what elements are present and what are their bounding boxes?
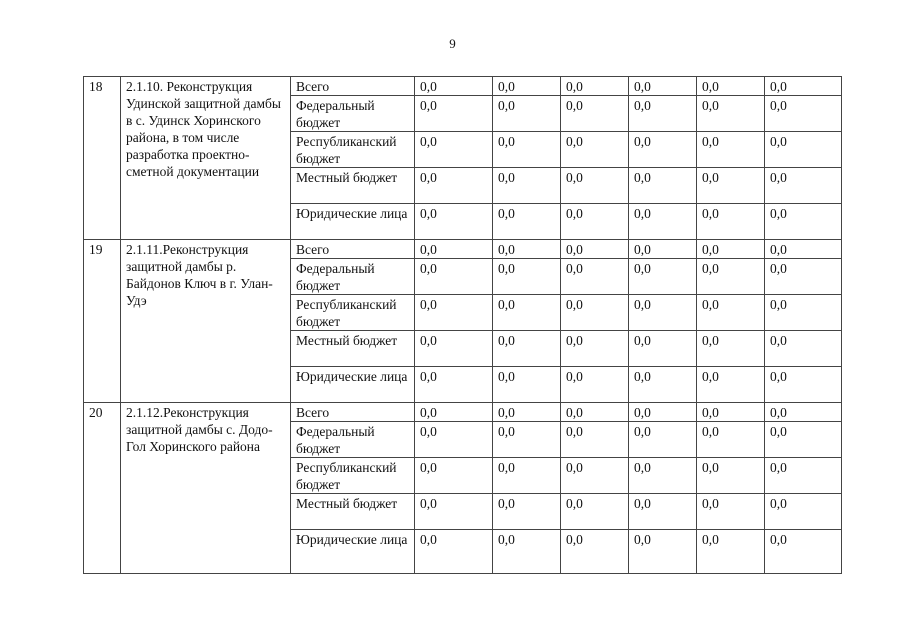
measure-title-cell: 2.1.12.Реконструкция защитной дамбы с. Додо-Гол Хоринского района <box>121 403 291 574</box>
value-cell: 0,0 <box>561 295 629 331</box>
value-cell: 0,0 <box>415 494 493 530</box>
value-cell: 0,0 <box>629 259 697 295</box>
value-cell: 0,0 <box>561 403 629 422</box>
value-cell: 0,0 <box>697 422 765 458</box>
value-cell: 0,0 <box>561 204 629 240</box>
value-cell: 0,0 <box>697 331 765 367</box>
value-cell: 0,0 <box>765 530 842 574</box>
value-cell: 0,0 <box>415 530 493 574</box>
value-cell: 0,0 <box>415 168 493 204</box>
value-cell: 0,0 <box>697 240 765 259</box>
value-cell: 0,0 <box>765 367 842 403</box>
value-cell: 0,0 <box>415 204 493 240</box>
value-cell: 0,0 <box>493 403 561 422</box>
funding-source-cell: Всего <box>291 240 415 259</box>
value-cell: 0,0 <box>415 96 493 132</box>
funding-source-cell: Всего <box>291 77 415 96</box>
value-cell: 0,0 <box>765 458 842 494</box>
value-cell: 0,0 <box>493 96 561 132</box>
funding-source-cell: Федеральный бюджет <box>291 422 415 458</box>
funding-table <box>83 76 842 574</box>
value-cell: 0,0 <box>561 494 629 530</box>
value-cell: 0,0 <box>697 77 765 96</box>
value-cell: 0,0 <box>697 259 765 295</box>
funding-table-body <box>84 77 842 574</box>
value-cell: 0,0 <box>561 96 629 132</box>
value-cell: 0,0 <box>561 132 629 168</box>
value-cell: 0,0 <box>415 77 493 96</box>
table-row <box>84 77 842 96</box>
value-cell: 0,0 <box>765 259 842 295</box>
value-cell: 0,0 <box>697 458 765 494</box>
value-cell: 0,0 <box>493 168 561 204</box>
value-cell: 0,0 <box>629 77 697 96</box>
value-cell: 0,0 <box>561 259 629 295</box>
value-cell: 0,0 <box>629 367 697 403</box>
value-cell: 0,0 <box>415 331 493 367</box>
value-cell: 0,0 <box>765 132 842 168</box>
value-cell: 0,0 <box>697 96 765 132</box>
value-cell: 0,0 <box>493 204 561 240</box>
funding-source-cell: Местный бюджет <box>291 331 415 367</box>
value-cell: 0,0 <box>629 530 697 574</box>
value-cell: 0,0 <box>697 132 765 168</box>
value-cell: 0,0 <box>765 96 842 132</box>
value-cell: 0,0 <box>629 132 697 168</box>
value-cell: 0,0 <box>415 240 493 259</box>
table-row <box>84 403 842 422</box>
value-cell: 0,0 <box>493 458 561 494</box>
value-cell: 0,0 <box>765 168 842 204</box>
value-cell: 0,0 <box>493 331 561 367</box>
value-cell: 0,0 <box>697 530 765 574</box>
value-cell: 0,0 <box>493 422 561 458</box>
value-cell: 0,0 <box>697 204 765 240</box>
value-cell: 0,0 <box>629 494 697 530</box>
value-cell: 0,0 <box>561 168 629 204</box>
value-cell: 0,0 <box>493 494 561 530</box>
value-cell: 0,0 <box>415 259 493 295</box>
value-cell: 0,0 <box>415 295 493 331</box>
row-number-cell: 18 <box>84 77 121 240</box>
value-cell: 0,0 <box>765 494 842 530</box>
funding-source-cell: Федеральный бюджет <box>291 96 415 132</box>
value-cell: 0,0 <box>561 331 629 367</box>
value-cell: 0,0 <box>415 367 493 403</box>
value-cell: 0,0 <box>493 240 561 259</box>
value-cell: 0,0 <box>493 295 561 331</box>
value-cell: 0,0 <box>561 422 629 458</box>
value-cell: 0,0 <box>415 403 493 422</box>
funding-source-cell: Местный бюджет <box>291 168 415 204</box>
value-cell: 0,0 <box>765 204 842 240</box>
value-cell: 0,0 <box>561 240 629 259</box>
value-cell: 0,0 <box>629 295 697 331</box>
value-cell: 0,0 <box>629 168 697 204</box>
value-cell: 0,0 <box>697 168 765 204</box>
value-cell: 0,0 <box>629 403 697 422</box>
funding-source-cell: Республиканский бюджет <box>291 458 415 494</box>
value-cell: 0,0 <box>561 458 629 494</box>
measure-title-cell: 2.1.11.Реконструкция защитной дамбы р. Байдонов Ключ в г. Улан-Удэ <box>121 240 291 403</box>
value-cell: 0,0 <box>493 132 561 168</box>
value-cell: 0,0 <box>629 331 697 367</box>
value-cell: 0,0 <box>561 367 629 403</box>
value-cell: 0,0 <box>493 77 561 96</box>
value-cell: 0,0 <box>493 530 561 574</box>
funding-source-cell: Всего <box>291 403 415 422</box>
value-cell: 0,0 <box>561 77 629 96</box>
value-cell: 0,0 <box>697 295 765 331</box>
funding-source-cell: Республиканский бюджет <box>291 132 415 168</box>
value-cell: 0,0 <box>493 259 561 295</box>
value-cell: 0,0 <box>765 422 842 458</box>
funding-source-cell: Федеральный бюджет <box>291 259 415 295</box>
value-cell: 0,0 <box>765 331 842 367</box>
value-cell: 0,0 <box>629 96 697 132</box>
funding-source-cell: Местный бюджет <box>291 494 415 530</box>
value-cell: 0,0 <box>561 530 629 574</box>
table-row <box>84 240 842 259</box>
row-number-cell: 19 <box>84 240 121 403</box>
value-cell: 0,0 <box>629 240 697 259</box>
value-cell: 0,0 <box>765 403 842 422</box>
value-cell: 0,0 <box>765 77 842 96</box>
value-cell: 0,0 <box>697 494 765 530</box>
value-cell: 0,0 <box>765 240 842 259</box>
measure-title-cell: 2.1.10. Реконструкция Удинской защитной дамбы в с. Удинск Хоринского района, в том числе разработка проектно-сметной документации <box>121 77 291 240</box>
row-number-cell: 20 <box>84 403 121 574</box>
value-cell: 0,0 <box>697 403 765 422</box>
funding-source-cell: Юридические лица <box>291 530 415 574</box>
value-cell: 0,0 <box>415 458 493 494</box>
value-cell: 0,0 <box>415 132 493 168</box>
funding-source-cell: Республиканский бюджет <box>291 295 415 331</box>
value-cell: 0,0 <box>765 295 842 331</box>
value-cell: 0,0 <box>415 422 493 458</box>
value-cell: 0,0 <box>697 367 765 403</box>
funding-source-cell: Юридические лица <box>291 204 415 240</box>
value-cell: 0,0 <box>629 458 697 494</box>
value-cell: 0,0 <box>629 422 697 458</box>
funding-source-cell: Юридические лица <box>291 367 415 403</box>
page-number: 9 <box>449 36 456 51</box>
value-cell: 0,0 <box>493 367 561 403</box>
value-cell: 0,0 <box>629 204 697 240</box>
